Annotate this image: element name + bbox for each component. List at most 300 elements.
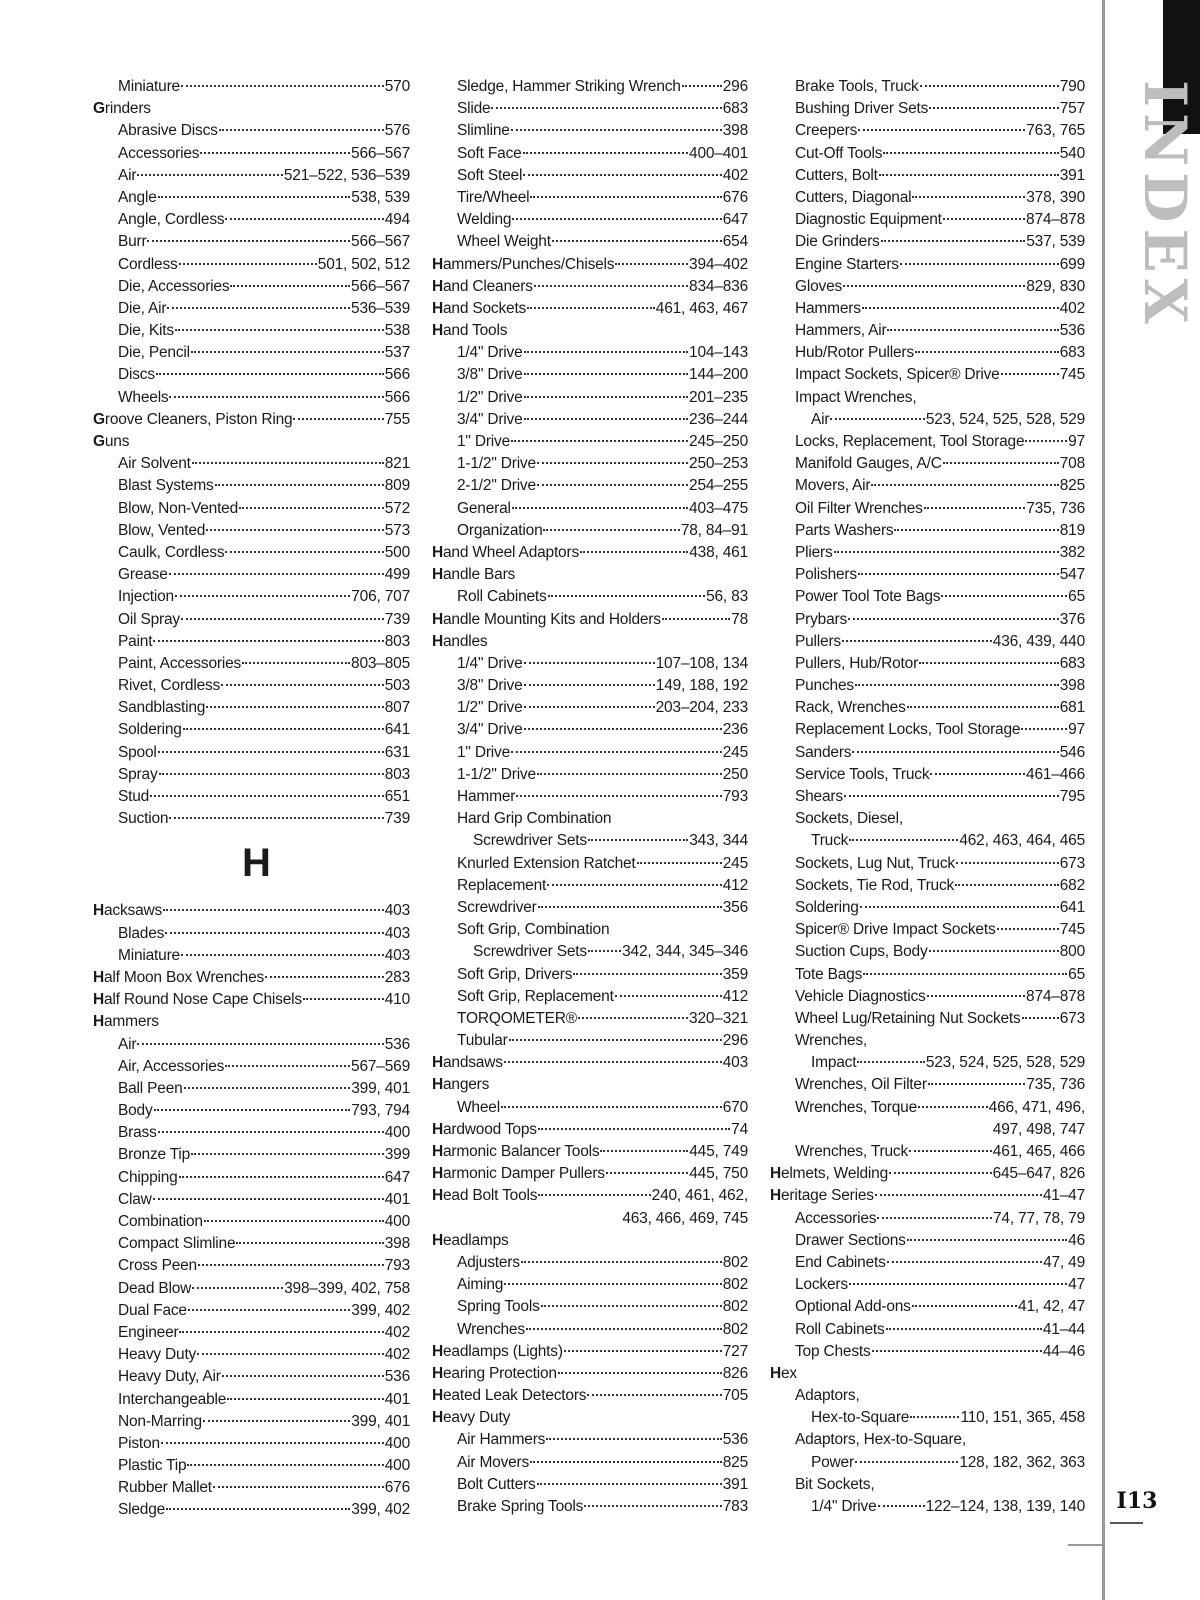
index-entry bbox=[93, 697, 410, 719]
entry-pages: 566 bbox=[384, 366, 410, 384]
entry-pages: 739 bbox=[384, 810, 410, 828]
index-entry bbox=[93, 1278, 410, 1300]
dot-leader bbox=[183, 728, 384, 730]
index-entry bbox=[770, 675, 1085, 697]
entry-term: Spray bbox=[118, 765, 158, 783]
entry-term: Slide bbox=[457, 100, 491, 118]
entry-pages: 74, 77, 78, 79 bbox=[992, 1209, 1085, 1227]
entry-pages: 400–401 bbox=[689, 144, 748, 162]
index-entry bbox=[770, 542, 1085, 564]
entry-pages: 410 bbox=[384, 991, 410, 1009]
index-entry bbox=[93, 342, 410, 364]
entry-pages: 683 bbox=[1059, 654, 1085, 672]
entry-pages: 236 bbox=[722, 721, 748, 739]
dot-leader bbox=[530, 1461, 722, 1463]
index-entry bbox=[432, 964, 748, 986]
entry-pages: 793 bbox=[384, 1257, 410, 1275]
entry-term: Sockets, Diesel, bbox=[795, 810, 903, 828]
entry-term: 3/8" Drive bbox=[457, 366, 523, 384]
dot-leader bbox=[181, 954, 384, 956]
entry-term: Tubular bbox=[457, 1032, 508, 1050]
entry-term: Power Tool Tote Bags bbox=[795, 588, 941, 606]
index-entry bbox=[93, 1477, 410, 1499]
entry-term: Angle bbox=[118, 188, 157, 206]
entry-term: Compact Slimline bbox=[118, 1235, 236, 1253]
dot-leader bbox=[156, 373, 384, 375]
entry-term: Groove Cleaners, Piston Ring bbox=[93, 410, 293, 428]
entry-term: Bronze Tip bbox=[118, 1146, 191, 1164]
entry-term: Paint bbox=[118, 632, 153, 650]
entry-pages: 803 bbox=[384, 632, 410, 650]
index-entry bbox=[432, 143, 748, 165]
entry-term: Soldering bbox=[118, 721, 182, 739]
index-entry bbox=[770, 1452, 1085, 1474]
dot-leader bbox=[227, 1398, 384, 1400]
entry-term: Hand Tools bbox=[432, 322, 508, 340]
entry-pages: 572 bbox=[384, 499, 410, 517]
entry-term: Die, Pencil bbox=[118, 344, 190, 362]
index-entry bbox=[432, 1363, 748, 1385]
entry-term: Wrenches, Truck bbox=[795, 1143, 909, 1160]
entry-pages: 566 bbox=[384, 388, 410, 406]
entry-term: Movers, Air bbox=[795, 477, 871, 495]
index-entry bbox=[93, 1300, 410, 1322]
entry-term: Sockets, Lug Nut, Truck bbox=[795, 854, 955, 872]
index-entry bbox=[432, 364, 748, 386]
dot-leader bbox=[206, 529, 384, 531]
entry-term: Screwdriver Sets bbox=[473, 943, 587, 961]
index-entry bbox=[432, 520, 748, 542]
entry-term: Punches bbox=[795, 677, 854, 695]
entry-pages: 755 bbox=[384, 410, 410, 428]
entry-pages: 296 bbox=[722, 1032, 748, 1050]
entry-term: Drawer Sections bbox=[795, 1231, 906, 1249]
entry-pages: 673 bbox=[1059, 1009, 1085, 1027]
dot-leader bbox=[158, 196, 351, 198]
entry-pages: 540 bbox=[1059, 144, 1085, 162]
entry-term: 3/4" Drive bbox=[457, 410, 523, 428]
entry-pages: 503 bbox=[384, 677, 410, 695]
dot-leader bbox=[242, 662, 350, 664]
entry-pages: 631 bbox=[384, 743, 410, 761]
dot-leader bbox=[860, 906, 1059, 908]
index-entry bbox=[432, 1008, 748, 1030]
entry-term: Headlamps bbox=[432, 1231, 509, 1249]
entry-pages: 356 bbox=[722, 898, 748, 916]
dot-leader bbox=[524, 396, 689, 398]
entry-term: Sledge bbox=[118, 1501, 166, 1519]
entry-pages: 573 bbox=[384, 521, 410, 539]
index-entry bbox=[432, 431, 748, 453]
entry-term: Die, Air bbox=[118, 299, 167, 317]
entry-pages: 41, 42, 47 bbox=[1018, 1298, 1085, 1316]
entry-term: Engine Starters bbox=[795, 255, 899, 273]
entry-term: Air bbox=[118, 166, 137, 184]
entry-pages: 745 bbox=[1059, 921, 1085, 939]
dot-leader bbox=[512, 218, 721, 220]
index-entry bbox=[93, 1167, 410, 1189]
index-entry bbox=[770, 276, 1085, 298]
entry-term: Screwdriver Sets bbox=[473, 832, 587, 850]
entry-term: Hex-to-Square bbox=[811, 1409, 910, 1427]
dot-leader bbox=[919, 662, 1059, 664]
entry-term: Air Movers bbox=[457, 1453, 530, 1471]
entry-term: Power bbox=[811, 1453, 854, 1471]
index-entry bbox=[770, 1141, 1085, 1163]
entry-term: Headlamps (Lights) bbox=[432, 1342, 563, 1360]
entry-term: Organization bbox=[457, 521, 543, 539]
dot-leader bbox=[857, 1061, 925, 1063]
entry-pages: 825 bbox=[722, 1453, 748, 1471]
entry-pages: 735, 736 bbox=[1026, 1076, 1085, 1094]
dot-leader bbox=[222, 1375, 384, 1377]
dot-leader bbox=[578, 1017, 688, 1019]
entry-term: Air Solvent bbox=[118, 455, 191, 473]
entry-pages: 651 bbox=[384, 788, 410, 805]
dot-leader bbox=[293, 418, 383, 420]
dot-leader bbox=[538, 1128, 730, 1130]
dot-leader bbox=[855, 684, 1059, 686]
entry-pages: 547 bbox=[1059, 566, 1085, 584]
entry-term: Hammers bbox=[93, 1013, 159, 1031]
index-entry bbox=[93, 143, 410, 165]
entry-pages: 521–522, 536–539 bbox=[283, 166, 410, 184]
entry-term: Blast Systems bbox=[118, 477, 214, 495]
dot-leader bbox=[225, 551, 383, 553]
entry-term: Spring Tools bbox=[457, 1298, 540, 1316]
entry-term: Die, Kits bbox=[118, 322, 174, 340]
index-entry bbox=[432, 1052, 748, 1074]
entry-term: Angle, Cordless bbox=[118, 211, 225, 229]
dot-leader bbox=[834, 551, 1059, 553]
index-entry bbox=[432, 165, 748, 187]
entry-term: Heavy Duty bbox=[432, 1409, 511, 1427]
entry-term: Sockets, Tie Rod, Truck bbox=[795, 876, 955, 894]
entry-pages: 400 bbox=[384, 1457, 410, 1475]
entry-term: Die, Accessories bbox=[118, 277, 230, 295]
index-entry bbox=[770, 986, 1085, 1008]
entry-term: Blow, Non-Vented bbox=[118, 499, 239, 517]
entry-term: Helmets, Welding bbox=[770, 1165, 888, 1183]
index-entry bbox=[432, 1429, 748, 1451]
index-entry bbox=[93, 520, 410, 542]
index-entry bbox=[432, 320, 748, 342]
index-entry bbox=[770, 165, 1085, 187]
index-entry bbox=[93, 120, 410, 142]
dot-leader bbox=[858, 573, 1059, 575]
index-entry bbox=[432, 631, 748, 653]
dot-leader bbox=[871, 484, 1058, 486]
index-entry bbox=[770, 631, 1085, 653]
entry-term: Grinders bbox=[93, 100, 151, 118]
index-entry bbox=[770, 941, 1085, 963]
index-entry bbox=[93, 1322, 410, 1344]
entry-term: Handle Mounting Kits and Holders bbox=[432, 610, 661, 628]
dot-leader bbox=[943, 462, 1059, 464]
entry-pages: 676 bbox=[722, 188, 748, 206]
entry-term: Shears bbox=[795, 788, 843, 805]
index-entry bbox=[93, 1455, 410, 1477]
entry-term: Hammer bbox=[457, 788, 516, 805]
entry-term: Blades bbox=[118, 924, 165, 942]
entry-pages: 538 bbox=[384, 322, 410, 340]
entry-pages: 107–108, 134 bbox=[655, 654, 748, 672]
index-entry bbox=[770, 1097, 1085, 1119]
entry-pages: 399, 401 bbox=[351, 1412, 410, 1430]
dot-leader bbox=[909, 1150, 992, 1152]
entry-pages: 122–124, 138, 139, 140 bbox=[925, 1498, 1085, 1515]
dot-leader bbox=[538, 906, 722, 908]
index-entry bbox=[770, 254, 1085, 276]
entry-term: Air bbox=[811, 410, 830, 428]
index-entry bbox=[770, 1363, 1085, 1385]
index-entry bbox=[432, 342, 748, 364]
entry-term: Cutters, Diagonal bbox=[795, 188, 912, 206]
index-entry bbox=[432, 1496, 748, 1518]
entry-term: Welding bbox=[457, 211, 512, 229]
index-entry bbox=[770, 653, 1085, 675]
entry-term: 2-1/2" Drive bbox=[457, 477, 536, 495]
entry-pages: 104–143 bbox=[689, 344, 748, 362]
dot-leader bbox=[219, 129, 384, 131]
entry-pages: 296 bbox=[722, 78, 748, 95]
index-entry bbox=[432, 1208, 748, 1230]
index-entry bbox=[432, 1474, 748, 1496]
index-entry bbox=[770, 564, 1085, 586]
entry-pages: 65 bbox=[1068, 588, 1085, 606]
entry-term: Hardwood Tops bbox=[432, 1120, 537, 1138]
index-entry bbox=[93, 209, 410, 231]
dot-leader bbox=[225, 218, 383, 220]
dot-leader bbox=[200, 152, 350, 154]
index-entry bbox=[432, 1296, 748, 1318]
entry-pages: 412 bbox=[722, 876, 748, 894]
index-entry bbox=[770, 475, 1085, 497]
entry-term: Grease bbox=[118, 566, 168, 584]
dot-leader bbox=[682, 85, 722, 87]
index-entry bbox=[93, 453, 410, 475]
entry-pages: 757 bbox=[1059, 100, 1085, 118]
entry-term: 1/2" Drive bbox=[457, 388, 523, 406]
entry-pages: 144–200 bbox=[689, 366, 748, 384]
entry-term: Hand Wheel Adaptors bbox=[432, 543, 579, 561]
entry-term: 3/4" Drive bbox=[457, 721, 523, 739]
index-entry bbox=[770, 897, 1085, 919]
dot-leader bbox=[187, 1464, 383, 1466]
dot-leader bbox=[615, 995, 722, 997]
index-column-3 bbox=[770, 76, 1085, 1518]
dot-leader bbox=[848, 618, 1059, 620]
entry-pages: 403 bbox=[384, 946, 410, 964]
index-entry bbox=[770, 209, 1085, 231]
index-entry bbox=[93, 254, 410, 276]
dot-leader bbox=[927, 995, 1025, 997]
index-entry bbox=[432, 187, 748, 209]
dot-leader bbox=[153, 640, 383, 642]
index-entry bbox=[432, 653, 748, 675]
index-entry bbox=[432, 919, 748, 941]
entry-pages: 783 bbox=[722, 1498, 748, 1515]
entry-pages: 735, 736 bbox=[1026, 499, 1085, 517]
dot-leader bbox=[941, 595, 1067, 597]
entry-term: Burr bbox=[118, 233, 147, 251]
entry-term: Guns bbox=[93, 433, 130, 450]
index-entry bbox=[432, 1407, 748, 1429]
dot-leader bbox=[872, 1350, 1042, 1352]
entry-pages: 461, 465, 466 bbox=[992, 1143, 1085, 1160]
dot-leader bbox=[265, 976, 384, 978]
dot-leader bbox=[883, 152, 1058, 154]
entry-pages: 47, 49 bbox=[1043, 1253, 1085, 1271]
dot-leader bbox=[188, 1309, 350, 1311]
entry-term: Impact Wrenches, bbox=[795, 388, 917, 406]
entry-pages: 829, 830 bbox=[1026, 277, 1085, 295]
entry-term: Wheel Lug/Retaining Nut Sockets bbox=[795, 1009, 1021, 1027]
entry-term: Head Bolt Tools bbox=[432, 1187, 538, 1205]
entry-pages: 803–805 bbox=[351, 654, 410, 672]
entry-pages: 391 bbox=[722, 1475, 748, 1493]
entry-term: Adjusters bbox=[457, 1253, 520, 1271]
dot-leader bbox=[606, 1172, 688, 1174]
entry-term: Slimline bbox=[457, 122, 510, 140]
entry-term: Screwdriver bbox=[457, 898, 537, 916]
entry-pages: 462, 463, 464, 465 bbox=[959, 832, 1085, 850]
entry-pages: 641 bbox=[384, 721, 410, 739]
entry-term: Air Hammers bbox=[457, 1431, 546, 1449]
dot-leader bbox=[516, 795, 722, 797]
entry-term: Cross Peen bbox=[118, 1257, 197, 1275]
index-entry bbox=[770, 76, 1085, 98]
entry-pages: 566–567 bbox=[351, 277, 410, 295]
entry-pages: 745 bbox=[1059, 366, 1085, 384]
entry-term: Oil Filter Wrenches bbox=[795, 499, 923, 517]
entry-term: Sledge, Hammer Striking Wrench bbox=[457, 78, 681, 95]
entry-pages: 538, 539 bbox=[351, 188, 410, 206]
entry-pages: 44–46 bbox=[1042, 1342, 1085, 1360]
entry-term: Pliers bbox=[795, 543, 833, 561]
dot-leader bbox=[191, 351, 384, 353]
entry-term: Pullers bbox=[795, 632, 841, 650]
entry-term: Pullers, Hub/Rotor bbox=[795, 654, 919, 672]
dot-leader bbox=[524, 373, 689, 375]
dot-leader bbox=[875, 1194, 1042, 1196]
entry-term: Hangers bbox=[432, 1076, 490, 1094]
index-entry bbox=[770, 1319, 1085, 1341]
index-entry bbox=[432, 742, 748, 764]
dot-leader bbox=[894, 529, 1058, 531]
dot-leader bbox=[175, 595, 350, 597]
dot-leader bbox=[537, 773, 722, 775]
dot-leader bbox=[236, 1242, 383, 1244]
entry-term: General bbox=[457, 499, 511, 517]
entry-pages: 343, 344 bbox=[689, 832, 748, 850]
index-entry bbox=[432, 1230, 748, 1252]
index-entry bbox=[432, 76, 748, 98]
index-entry bbox=[432, 1274, 748, 1296]
entry-pages: 240, 461, 462, bbox=[651, 1187, 748, 1205]
dot-leader bbox=[524, 706, 655, 708]
index-entry bbox=[770, 143, 1085, 165]
dot-leader bbox=[662, 618, 730, 620]
entry-term: Rack, Wrenches bbox=[795, 699, 906, 717]
entry-term: Hex bbox=[770, 1364, 797, 1382]
entry-pages: 245 bbox=[722, 743, 748, 761]
entry-pages: 536 bbox=[384, 1035, 410, 1053]
index-entry bbox=[770, 431, 1085, 453]
entry-term: Top Chests bbox=[795, 1342, 871, 1360]
index-entry bbox=[93, 1411, 410, 1433]
index-entry bbox=[432, 764, 748, 786]
entry-term: 1" Drive bbox=[457, 743, 510, 761]
index-entry bbox=[432, 830, 748, 852]
index-entry bbox=[93, 542, 410, 564]
index-entry bbox=[432, 941, 748, 963]
entry-pages: 536 bbox=[722, 1431, 748, 1449]
dot-leader bbox=[509, 1039, 722, 1041]
index-entry bbox=[432, 231, 748, 253]
index-entry bbox=[770, 1474, 1085, 1496]
entry-pages: 399, 402 bbox=[351, 1301, 410, 1319]
entry-pages: 802 bbox=[722, 1320, 748, 1338]
entry-term: Stud bbox=[118, 788, 150, 805]
entry-pages: 536 bbox=[384, 1368, 410, 1386]
entry-pages: 398 bbox=[722, 122, 748, 140]
index-entry bbox=[432, 897, 748, 919]
dot-leader bbox=[204, 1220, 384, 1222]
dot-leader bbox=[511, 129, 722, 131]
index-entry bbox=[93, 1189, 410, 1211]
dot-leader bbox=[907, 706, 1059, 708]
entry-pages: 576 bbox=[384, 122, 410, 140]
index-entry bbox=[432, 409, 748, 431]
entry-term: Brass bbox=[118, 1124, 157, 1142]
entry-term: Locks, Replacement, Tool Storage bbox=[795, 433, 1025, 450]
entry-pages: 399, 402 bbox=[351, 1501, 410, 1519]
entry-term: Rivet, Cordless bbox=[118, 677, 221, 695]
dot-leader bbox=[855, 1461, 958, 1463]
index-entry bbox=[770, 1252, 1085, 1274]
dot-leader bbox=[537, 1483, 722, 1485]
dot-leader bbox=[1001, 373, 1059, 375]
dot-leader bbox=[523, 152, 689, 154]
entry-term: Die Grinders bbox=[795, 233, 880, 251]
dot-leader bbox=[192, 462, 384, 464]
dot-leader bbox=[584, 1505, 722, 1507]
dot-leader bbox=[537, 462, 688, 464]
entry-pages: 342, 344, 345–346 bbox=[622, 943, 748, 961]
index-entry bbox=[432, 1141, 748, 1163]
entry-pages: 727 bbox=[722, 1342, 748, 1360]
index-entry bbox=[770, 1163, 1085, 1185]
dot-leader bbox=[191, 1153, 384, 1155]
bottom-rule bbox=[1068, 1544, 1105, 1546]
dot-leader bbox=[1022, 1017, 1059, 1019]
entry-pages: 401 bbox=[384, 1390, 410, 1408]
entry-term: Manifold Gauges, A/C bbox=[795, 455, 942, 473]
index-entry bbox=[770, 964, 1085, 986]
entry-term: Hard Grip Combination bbox=[457, 810, 612, 828]
index-entry bbox=[432, 1163, 748, 1185]
index-entry bbox=[770, 1429, 1085, 1451]
dot-leader bbox=[615, 263, 688, 265]
entry-pages: 436, 439, 440 bbox=[992, 632, 1085, 650]
dot-leader bbox=[587, 1394, 721, 1396]
index-entry bbox=[93, 231, 410, 253]
dot-leader bbox=[511, 440, 688, 442]
dot-leader bbox=[230, 285, 350, 287]
dot-leader bbox=[203, 1420, 350, 1422]
entry-term: Oil Spray bbox=[118, 610, 180, 628]
